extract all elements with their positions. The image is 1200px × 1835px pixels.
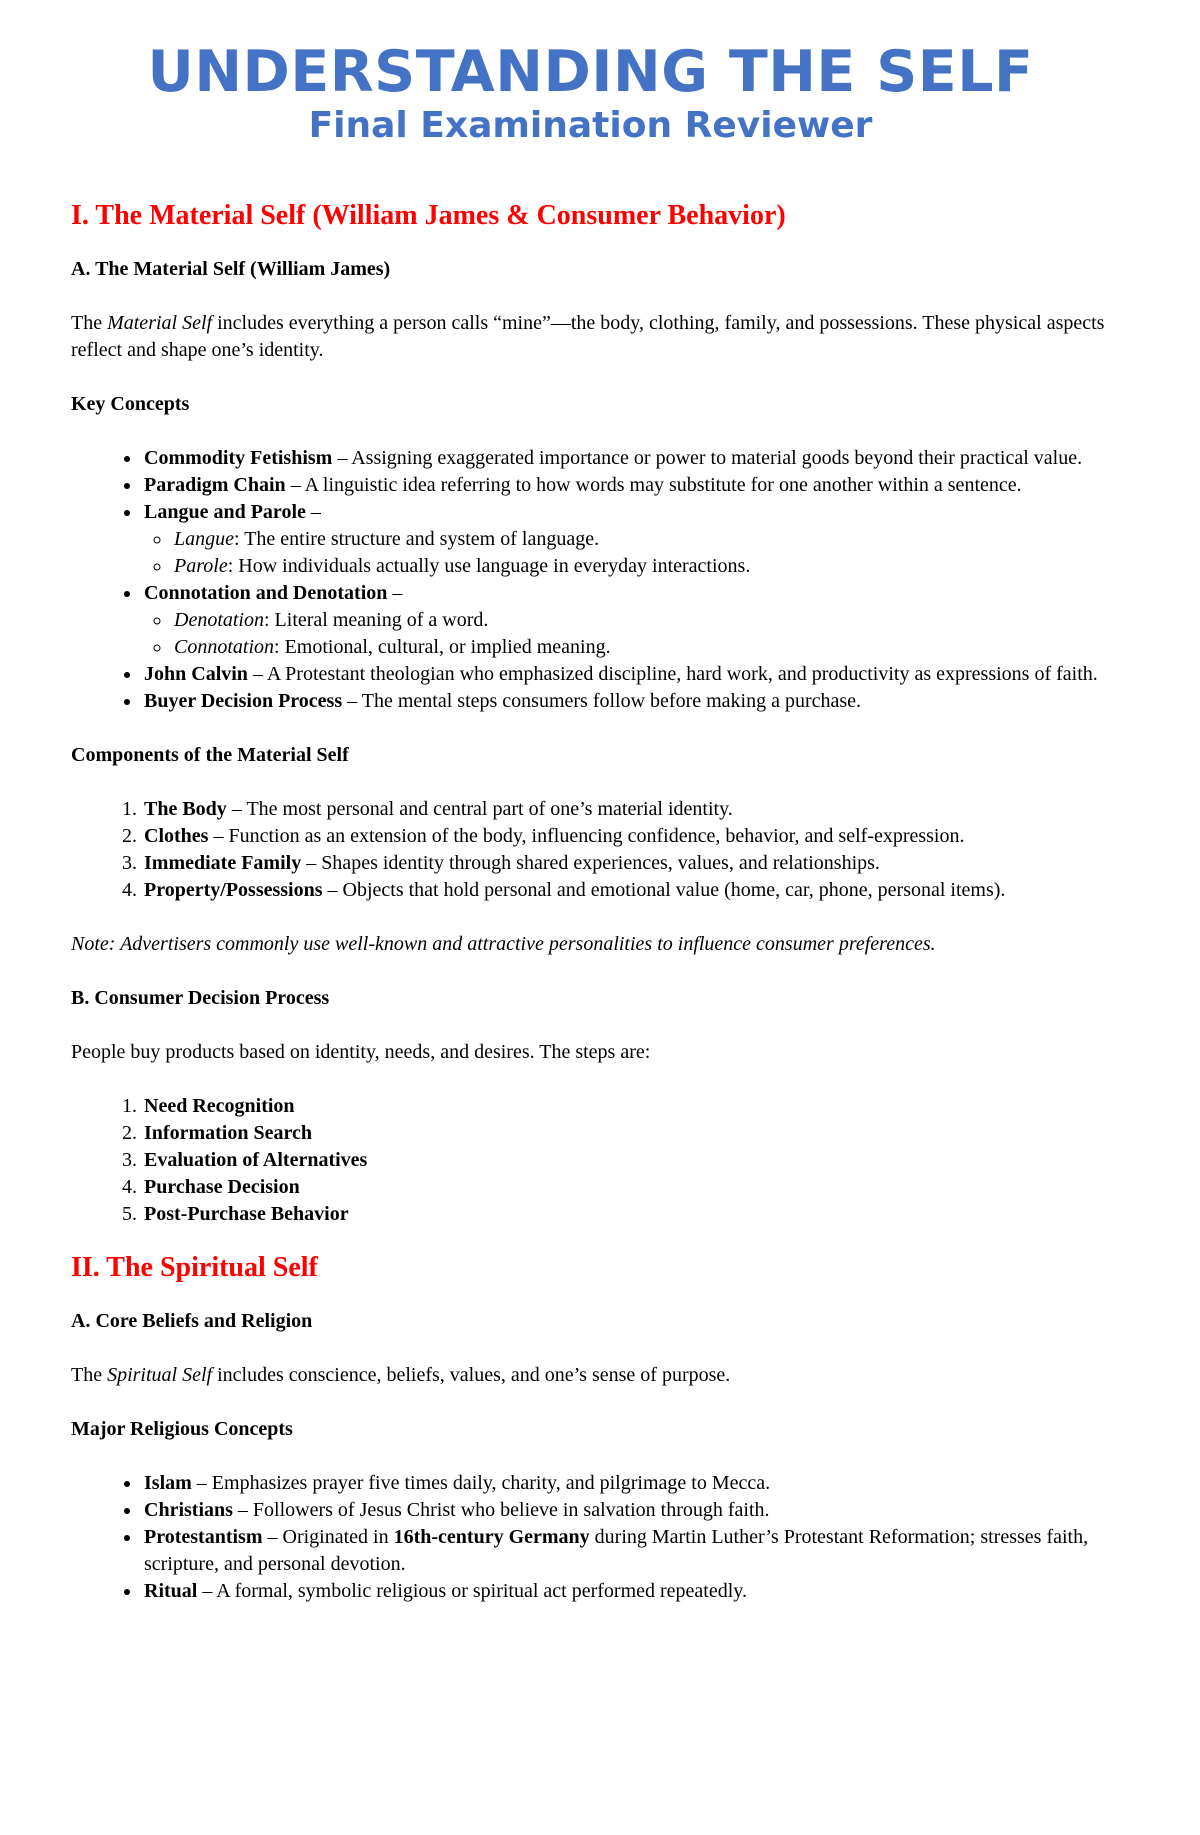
list-item: 2. Clothes – Function as an extension of the body, influencing confidence, behavior, and self-expression. bbox=[142, 823, 1110, 850]
list-item: 4. Purchase Decision bbox=[142, 1174, 1110, 1201]
spiritual-self-intro: The Spiritual Self includes conscience, beliefs, values, and one’s sense of purpose. bbox=[71, 1364, 731, 1386]
section-1-heading: I. The Material Self (William James & Consumer Behavior) bbox=[71, 200, 786, 231]
list-item: ◦ Connotation: Emotional, cultural, or implied meaning. bbox=[172, 634, 1110, 661]
section-1b-heading: B. Consumer Decision Process bbox=[71, 987, 330, 1009]
list-item: 3. Immediate Family – Shapes identity through shared experiences, values, and relationships. bbox=[142, 850, 1110, 877]
advertisers-note: Note: Advertisers commonly use well-known and attractive personalities to influence consumer preferences. bbox=[71, 933, 936, 955]
religious-concepts-list bbox=[71, 1470, 1110, 1605]
list-item: 1. Need Recognition bbox=[142, 1093, 1110, 1120]
material-self-intro: The Material Self includes everything a person calls “mine”—the body, clothing, family, and possessions. These physical aspects reflect and shape one’s identity. bbox=[71, 312, 1105, 361]
list-item: ◦ Langue: The entire structure and system of language. bbox=[172, 526, 1110, 553]
list-item: • Christians – Followers of Jesus Christ who believe in salvation through faith. bbox=[142, 1497, 1110, 1524]
list-item: 4. Property/Possessions – Objects that hold personal and emotional value (home, car, phone, personal items). bbox=[142, 877, 1110, 904]
consumer-process-intro: People buy products based on identity, needs, and desires. The steps are: bbox=[71, 1041, 651, 1063]
components-heading: Components of the Material Self bbox=[71, 744, 349, 766]
list-item: • Protestantism – Originated in 16th-century Germany during Martin Luther’s Protestant Reformation; stresses faith, scripture, and personal devotion. bbox=[142, 1524, 1110, 1578]
list-item: • Islam – Emphasizes prayer five times daily, charity, and pilgrimage to Mecca. bbox=[142, 1470, 1110, 1497]
list-item: • John Calvin – A Protestant theologian who emphasized discipline, hard work, and productivity as expressions of faith. bbox=[142, 661, 1110, 688]
section-1a-heading: A. The Material Self (William James) bbox=[71, 258, 391, 280]
langue-parole-sublist bbox=[144, 526, 1110, 580]
list-item: 3. Evaluation of Alternatives bbox=[142, 1147, 1110, 1174]
document-subtitle: Final Examination Reviewer bbox=[308, 105, 873, 146]
list-item: • Paradigm Chain – A linguistic idea referring to how words may substitute for one another within a sentence. bbox=[142, 472, 1110, 499]
major-religious-heading: Major Religious Concepts bbox=[71, 1418, 293, 1440]
connotation-denotation-sublist bbox=[144, 607, 1110, 661]
components-list bbox=[71, 796, 1110, 904]
list-item: ◦ Parole: How individuals actually use language in everyday interactions. bbox=[172, 553, 1110, 580]
list-item: • Langue and Parole – ◦ Langue: The entire structure and system of language. ◦ Parole: How individuals actually use language in everyday interactions. bbox=[142, 499, 1110, 580]
list-item: 1. The Body – The most personal and central part of one’s material identity. bbox=[142, 796, 1110, 823]
document-title: UNDERSTANDING THE SELF bbox=[147, 39, 1034, 105]
list-item: ◦ Denotation: Literal meaning of a word. bbox=[172, 607, 1110, 634]
section-2a-heading: A. Core Beliefs and Religion bbox=[71, 1310, 313, 1332]
list-item: 5. Post-Purchase Behavior bbox=[142, 1201, 1110, 1228]
key-concepts-list bbox=[71, 445, 1110, 715]
spiritual-self-term: Spiritual Self bbox=[107, 1364, 213, 1386]
key-concepts-heading: Key Concepts bbox=[71, 393, 190, 415]
list-item: • Ritual – A formal, symbolic religious or spiritual act performed repeatedly. bbox=[142, 1578, 1110, 1605]
list-item: • Buyer Decision Process – The mental steps consumers follow before making a purchase. bbox=[142, 688, 1110, 715]
list-item: 2. Information Search bbox=[142, 1120, 1110, 1147]
list-item: • Connotation and Denotation – ◦ Denotation: Literal meaning of a word. ◦ Connotation: Emotional, cultural, or implied meaning. bbox=[142, 580, 1110, 661]
decision-steps-list bbox=[71, 1093, 1110, 1228]
list-item: • Commodity Fetishism – Assigning exaggerated importance or power to material goods beyond their practical value. bbox=[142, 445, 1110, 472]
material-self-term: Material Self bbox=[107, 312, 213, 334]
section-2-heading: II. The Spiritual Self bbox=[71, 1252, 318, 1283]
